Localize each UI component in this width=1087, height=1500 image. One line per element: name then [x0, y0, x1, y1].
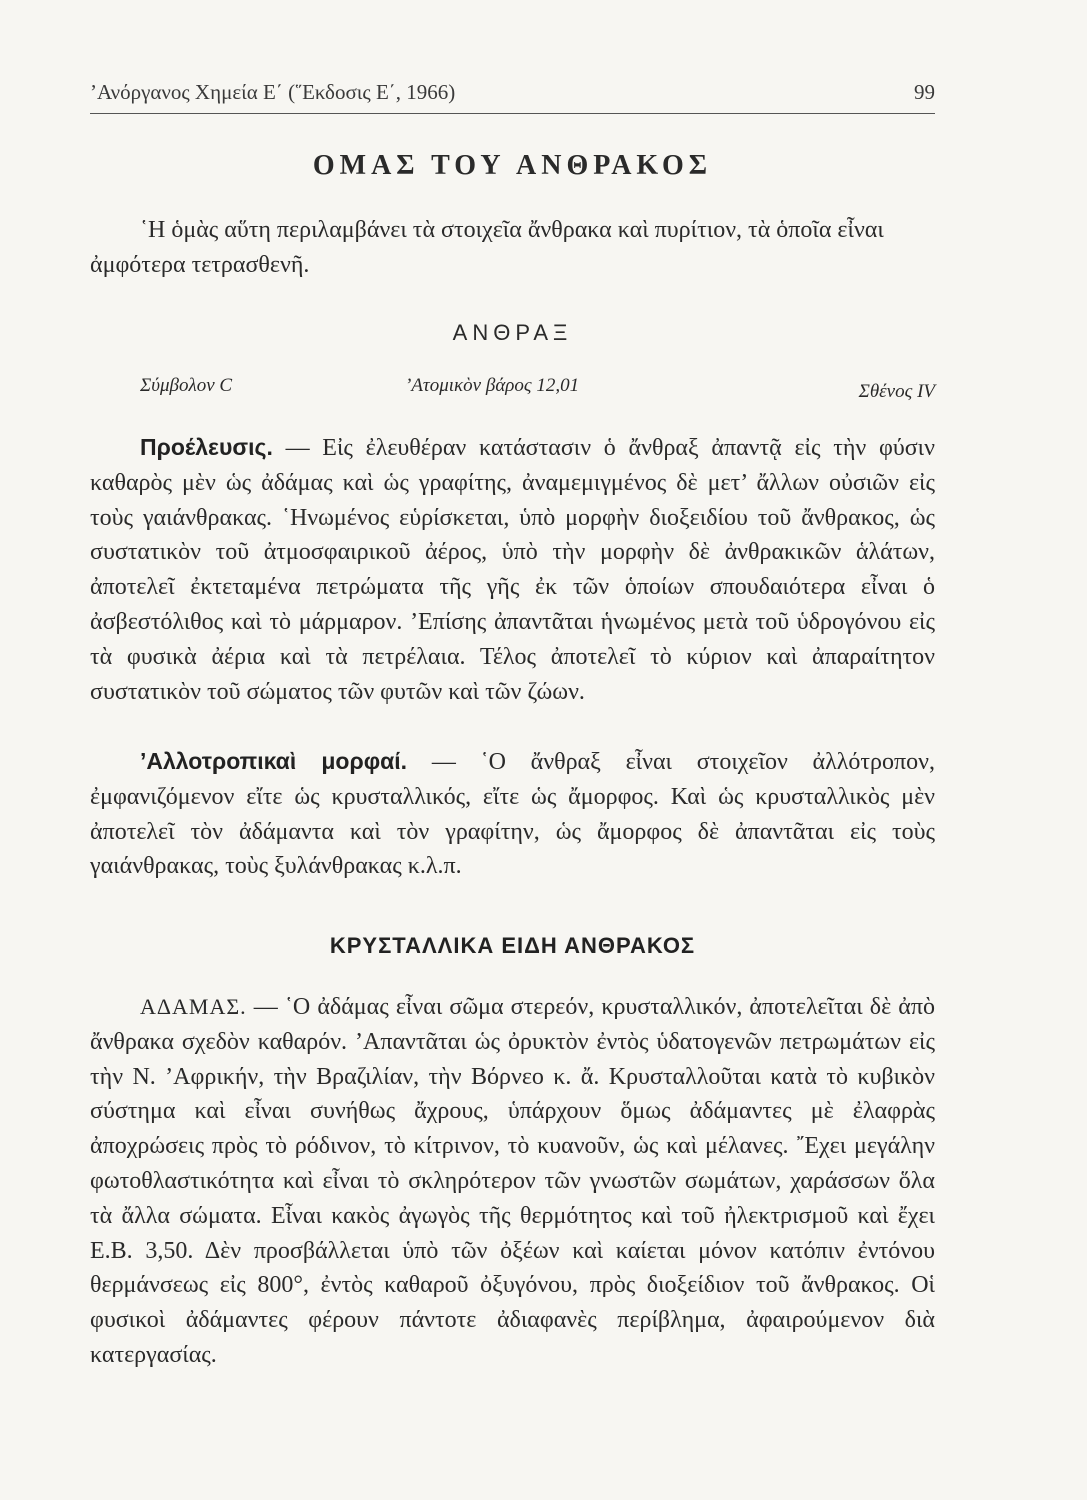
group-heading: ΟΜΑΣ ΤΟΥ ΑΝΘΡΑΚΟΣ: [312, 150, 713, 181]
symbol-label: Σύμβολον C: [140, 375, 233, 396]
running-title: ’Ανόργανος Χημεία Ε΄ (῞Εκδοσις Ε΄, 1966): [90, 80, 456, 104]
element-heading: ΑΝΘΡΑΞ: [452, 320, 573, 345]
origin-paragraph: [90, 430, 935, 709]
page-number: 99: [914, 80, 935, 104]
intro-paragraph: ῾Η ὁμὰς αὕτη περιλαμβάνει τὰ στοιχεῖα ἄνθρακα καὶ πυρίτιον, τὰ ὁποῖα εἶναι ἀμφότερα τετρασθενῆ.: [90, 217, 884, 278]
origin-text: — Εἰς ἐλευθέραν κατάστασιν ὁ ἄνθραξ ἀπαντᾷ εἰς τὴν φύσιν καθαρὸς μὲν ὡς ἀδάμας καὶ ὡς γραφίτης, ἀναμεμιγμένος δὲ μετ’ ἄλλων οὐσιῶν εἰς τοὺς γαιάνθρακας. ῾Ηνωμένος εὑρίσκεται, ὑπὸ μορφὴν διοξειδίου τοῦ ἄνθρακος, ὡς συστατικὸν τοῦ ἀτμοσφαιρικοῦ ἀέρος, ὑπὸ τὴν μορφὴν δὲ ἀνθρακικῶν ἁλάτων, ἀποτελεῖ ἐκτεταμένα πετρώματα τῆς γῆς ἐκ τῶν ὁποίων σπουδαιότερα εἶναι ὁ ἀσβεστόλιθος καὶ τὸ μάρμαρον. ’Επίσης ἀπαντᾶται ἡνωμένος μετὰ τοῦ ὑδρογόνου εἰς τὰ φυσικὰ ἀέρια καὶ τὰ πετρέλαια. Τέλος ἀποτελεῖ τὸ κύριον καὶ ἀπαραίτητον συστατικὸν τοῦ σώματος τῶν φυτῶν καὶ τῶν ζώων.: [90, 435, 935, 705]
diamond-paragraph: [90, 990, 935, 1373]
valence-label: Σθένος IV: [858, 381, 935, 402]
diamond-lead: ΑΔΑΜΑΣ.: [140, 994, 247, 1019]
origin-lead: Προέλευσις.: [140, 434, 273, 460]
running-header: [90, 80, 935, 114]
diamond-text: — ῾Ο ἀδάμας εἶναι σῶμα στερεόν, κρυσταλλικόν, ἀποτελεῖται δὲ ἀπὸ ἄνθρακα σχεδὸν καθαρόν. ’Απαντᾶται ὡς ὀρυκτὸν ἐντὸς ὑδατογενῶν πετρωμάτων εἰς τὴν Ν. ’Αφρικήν, τὴν Βραζιλίαν, τὴν Βόρνεο κ. ἄ. Κρυσταλλοῦται κατὰ τὸ κυβικὸν σύστημα καὶ εἶναι συνήθως ἄχρους, ὑπάρχουν ὅμως ἀδάμαντες μὲ ἐλαφρὰς ἀποχρώσεις πρὸς τὸ ρόδινον, τὸ κίτρινον, τὸ κυανοῦν, ὡς καὶ μέλανες. ῎Εχει μεγάλην φωτοθλαστικότητα καὶ εἶναι τὸ σκληρότερον τῶν γνωστῶν σωμάτων, χαράσσων ὅλα τὰ ἄλλα σώματα. Εἶναι κακὸς ἀγωγὸς τῆς θερμότητος καὶ τοῦ ἠλεκτρισμοῦ καὶ ἔχει Ε.Β. 3,50. Δὲν προσβάλλεται ὑπὸ τῶν ὀξέων καὶ καίεται μόνον κατόπιν ἐντόνου θερμάνσεως εἰς 800°, ἐντὸς καθαροῦ ὀξυγόνου, πρὸς διοξείδιον τοῦ ἄνθρακος. Οἱ φυσικοὶ ἀδάμαντες φέρουν πάντοτε ἀδιαφανὲς περίβλημα, ἀφαιρούμενον διὰ κατεργασίας.: [90, 994, 935, 1368]
allotropes-paragraph: [90, 744, 935, 884]
section-heading: ΚΡΥΣΤΑΛΛΙΚΑ ΕΙΔΗ ΑΝΘΡΑΚΟΣ: [329, 933, 696, 958]
atomic-weight-label: ’Ατομικὸν βάρος 12,01: [405, 375, 580, 396]
allotropes-lead: ’Αλλοτροπικαὶ μορφαί.: [140, 748, 408, 774]
allotropes-text: — ῾Ο ἄνθραξ εἶναι στοιχεῖον ἀλλότροπον, ἐμφανιζόμενον εἴτε ὡς κρυσταλλικός, εἴτε ὡς ἄμορφος. Καὶ ὡς κρυσταλλικὸς μὲν ἀποτελεῖ τὸν ἀδάμαντα καὶ τὸν γραφίτην, ὡς ἄμορφος δὲ ἀπαντᾶται εἰς τοὺς γαιάνθρακας, τοὺς ξυλάνθρακας κ.λ.π.: [90, 749, 935, 880]
